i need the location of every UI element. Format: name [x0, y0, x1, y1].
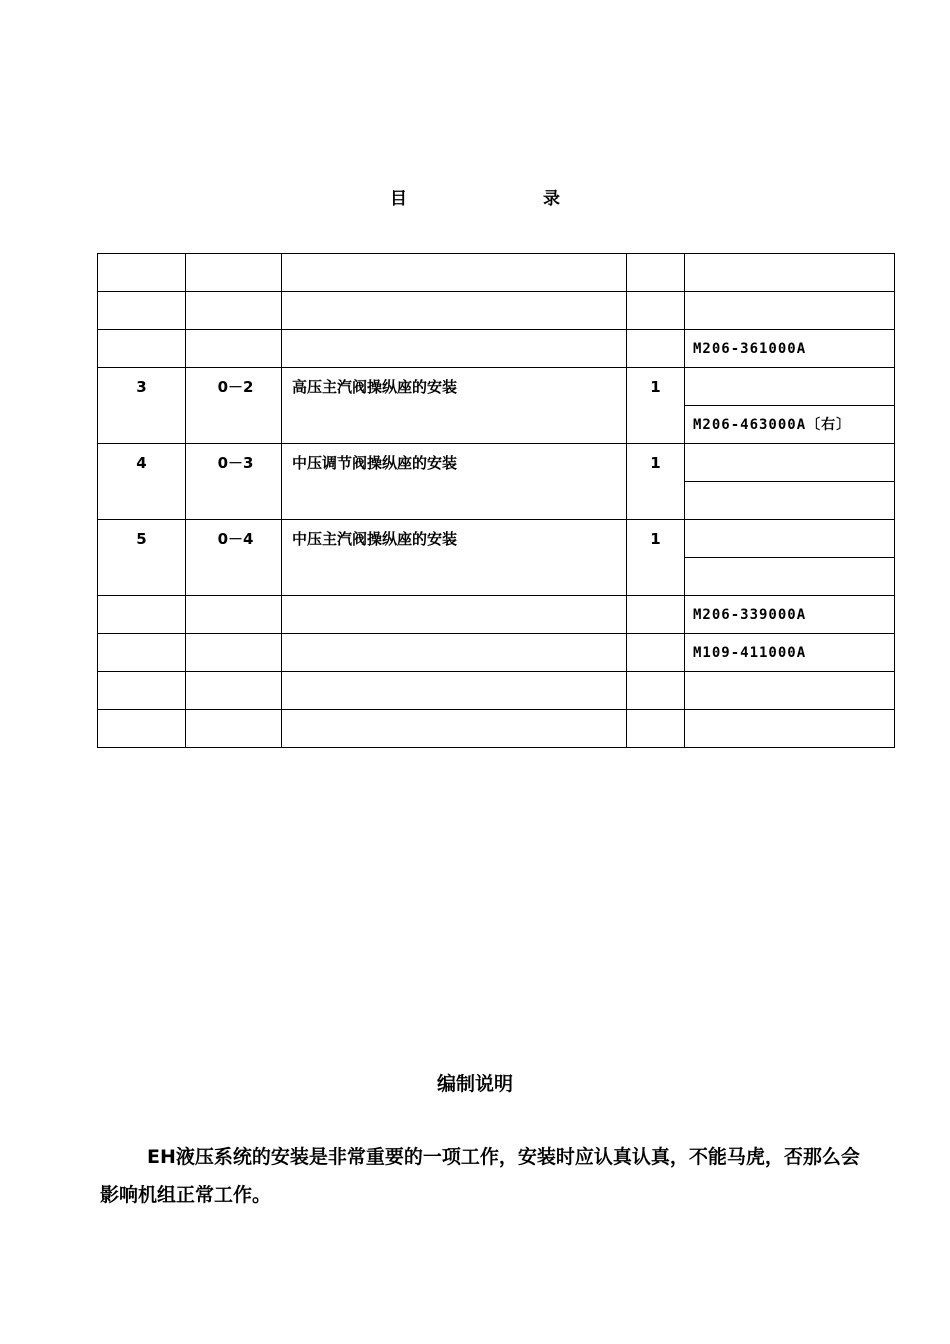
table-row — [98, 254, 895, 292]
cell-code: 0－3 — [186, 444, 282, 520]
cell-code — [186, 596, 282, 634]
section-heading: 编制说明 — [436, 1073, 513, 1095]
table-row — [98, 520, 895, 558]
cell-qty — [627, 634, 685, 672]
cell-qty — [627, 596, 685, 634]
cell-drawing — [685, 482, 895, 520]
cell-qty — [627, 254, 685, 292]
table-row — [98, 292, 895, 330]
table-row — [98, 596, 895, 634]
cell-qty: 1 — [627, 368, 685, 444]
cell-drawing — [685, 292, 895, 330]
toc-title-part2: 录 — [543, 189, 560, 209]
cell-drawing — [685, 672, 895, 710]
cell-drawing — [685, 368, 895, 406]
cell-no — [98, 634, 186, 672]
table-row — [98, 672, 895, 710]
toc-table — [97, 253, 895, 748]
cell-drawing — [685, 710, 895, 748]
table-row — [98, 368, 895, 406]
cell-no: 3 — [98, 368, 186, 444]
cell-qty — [627, 292, 685, 330]
cell-qty — [627, 330, 685, 368]
cell-no: 5 — [98, 520, 186, 596]
cell-name — [282, 292, 627, 330]
cell-no — [98, 330, 186, 368]
cell-no — [98, 596, 186, 634]
cell-name — [282, 330, 627, 368]
cell-qty: 1 — [627, 520, 685, 596]
table-row — [98, 634, 895, 672]
cell-no — [98, 672, 186, 710]
cell-qty — [627, 710, 685, 748]
cell-drawing: M109-411000A — [685, 634, 895, 672]
table-row — [98, 444, 895, 482]
cell-drawing — [685, 558, 895, 596]
cell-code — [186, 254, 282, 292]
cell-code: 0－2 — [186, 368, 282, 444]
cell-drawing — [685, 254, 895, 292]
cell-code — [186, 672, 282, 710]
cell-name — [282, 596, 627, 634]
toc-title-part1: 目 — [390, 189, 407, 209]
cell-name — [282, 634, 627, 672]
intro-paragraph: EH液压系统的安装是非常重要的一项工作，安装时应认真认真，不能马虎，否那么会影响机组正常工作。 — [100, 1146, 860, 1206]
cell-code — [186, 330, 282, 368]
cell-name — [282, 254, 627, 292]
toc-title — [0, 184, 950, 208]
cell-code: 0－4 — [186, 520, 282, 596]
cell-name — [282, 672, 627, 710]
cell-code — [186, 634, 282, 672]
table-row — [98, 710, 895, 748]
cell-qty: 1 — [627, 444, 685, 520]
cell-drawing: M206-463000A〔右〕 — [685, 406, 895, 444]
cell-no — [98, 254, 186, 292]
cell-drawing: M206-339000A — [685, 596, 895, 634]
cell-drawing — [685, 520, 895, 558]
table-row — [98, 330, 895, 368]
cell-drawing — [685, 444, 895, 482]
cell-name: 中压调节阀操纵座的安装 — [282, 444, 627, 520]
cell-code — [186, 710, 282, 748]
cell-name — [282, 710, 627, 748]
cell-no: 4 — [98, 444, 186, 520]
cell-qty — [627, 672, 685, 710]
cell-no — [98, 292, 186, 330]
cell-no — [98, 710, 186, 748]
cell-name: 中压主汽阀操纵座的安装 — [282, 520, 627, 596]
cell-name: 高压主汽阀操纵座的安装 — [282, 368, 627, 444]
cell-code — [186, 292, 282, 330]
cell-drawing: M206-361000A — [685, 330, 895, 368]
